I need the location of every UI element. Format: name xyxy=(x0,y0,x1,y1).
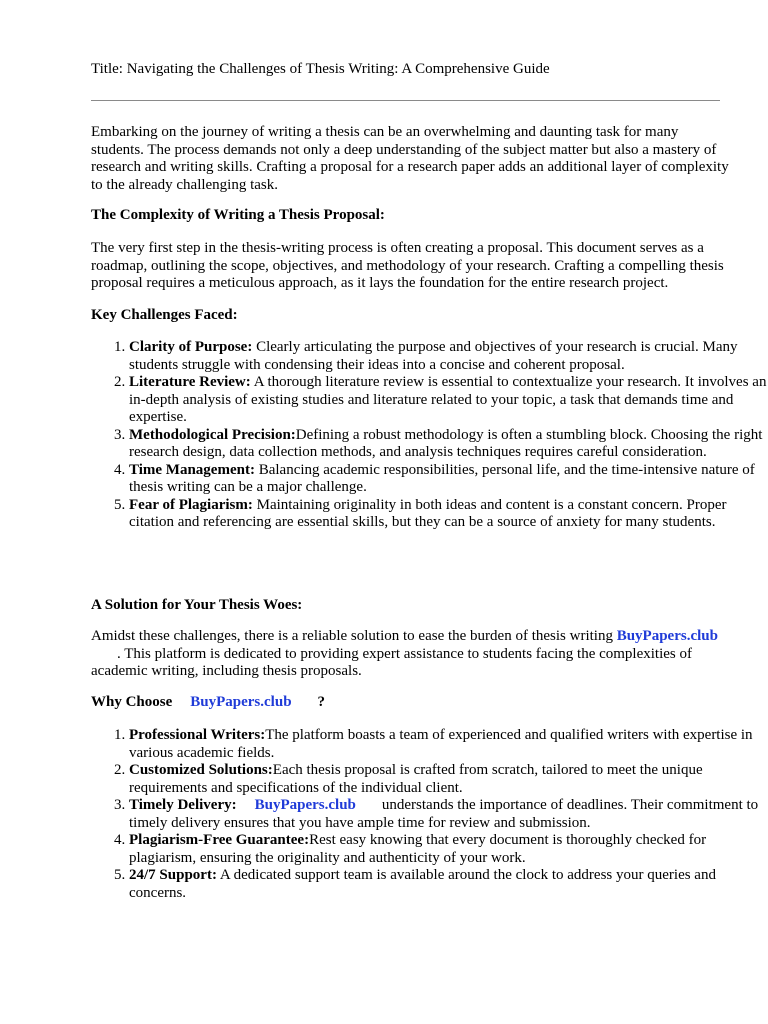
item-text: A dedicated support team is available around the clock to address your queries and concerns. xyxy=(129,867,716,901)
list-item xyxy=(129,832,768,867)
item-text: The platform boasts a team of experienced and qualified writers with expertise in various academic fields. xyxy=(129,727,753,761)
item-label: 24/7 Support: xyxy=(129,867,217,883)
list-item xyxy=(129,374,768,427)
list-item xyxy=(129,427,768,462)
why-choose-suffix: ? xyxy=(317,694,326,710)
section-heading-solution: A Solution for Your Thesis Woes: xyxy=(91,597,303,613)
item-label: Clarity of Purpose: xyxy=(129,339,253,355)
list-item xyxy=(129,727,768,762)
list-item xyxy=(129,797,768,832)
item-text: understands the importance of deadlines. Their commitment to timely delivery ensures that you have ample time for review and submission. xyxy=(129,797,759,831)
list-item xyxy=(129,497,768,532)
section-heading-challenges: Key Challenges Faced: xyxy=(91,307,238,323)
list-item xyxy=(129,339,768,374)
item-text: Rest easy knowing that every document is thoroughly checked for plagiarism, ensuring the originality and authenticity of your work. xyxy=(129,832,707,866)
list-item xyxy=(129,462,768,497)
title-divider xyxy=(91,100,720,101)
list-item xyxy=(129,867,768,902)
proposal-paragraph: The very first step in the thesis-writing process is often creating a proposal. This document serves as a roadmap, outlining the scope, objectives, and methodology of your research. Crafting a compelling thesis proposal requires a meticulous approach, as it lays the foundation for the entire research project. xyxy=(91,240,724,291)
buypapers-link[interactable]: BuyPapers.club xyxy=(616,628,718,644)
section-heading-proposal: The Complexity of Writing a Thesis Proposal: xyxy=(91,207,385,223)
item-text: Balancing academic responsibilities, personal life, and the time-intensive nature of thesis writing can be a major challenge. xyxy=(129,461,755,495)
document-title: Title: Navigating the Challenges of Thesis Writing: A Comprehensive Guide xyxy=(91,61,550,77)
why-choose-prefix: Why Choose xyxy=(91,694,173,710)
intro-paragraph: Embarking on the journey of writing a thesis can be an overwhelming and daunting task for many students. The process demands not only a deep understanding of the subject matter but also a mastery of research and writing skills. Crafting a proposal for a research paper adds an additional layer of complexity to the already challenging task. xyxy=(91,124,729,193)
item-label: Methodological Precision: xyxy=(129,426,296,443)
item-label: Timely Delivery: xyxy=(129,797,237,813)
buypapers-link[interactable]: BuyPapers.club xyxy=(190,694,292,710)
list-item xyxy=(129,762,768,797)
item-label: Customized Solutions: xyxy=(129,762,273,778)
item-label: Fear of Plagiarism: xyxy=(129,496,253,513)
item-text: Each thesis proposal is crafted from scratch, tailored to meet the unique requirements and specifications of the individual client. xyxy=(129,762,703,796)
item-text: Maintaining originality in both ideas and content is a constant concern. Proper citation and referencing are essential skills, but they can be a source of anxiety for many students. xyxy=(129,496,727,530)
solution-paragraph xyxy=(91,628,731,681)
item-text: A thorough literature review is essential to contextualize your research. It involves an in-depth analysis of existing studies and literature related to your topic, a task that demands time and expertise. xyxy=(129,374,767,425)
section-heading-why-choose xyxy=(91,694,731,712)
benefits-list xyxy=(91,727,768,902)
item-label: Time Management: xyxy=(129,461,255,478)
item-text: Clearly articulating the purpose and objectives of your research is crucial. Many students struggle with condensing their ideas into a concise and coherent proposal. xyxy=(129,339,738,373)
solution-text-after: . This platform is dedicated to providing expert assistance to students facing the complexities of academic writing, including thesis proposals. xyxy=(91,645,693,679)
item-label: Literature Review: xyxy=(129,374,251,390)
item-label: Professional Writers: xyxy=(129,727,266,743)
item-label: Plagiarism-Free Guarantee: xyxy=(129,832,310,848)
challenges-list xyxy=(91,339,768,532)
item-text: Defining a robust methodology is often a stumbling block. Choosing the right research design, data collection methods, and analysis techniques requires careful consideration. xyxy=(129,426,763,460)
buypapers-link[interactable]: BuyPapers.club xyxy=(254,797,356,813)
solution-text-before: Amidst these challenges, there is a reliable solution to ease the burden of thesis writing xyxy=(91,628,613,644)
